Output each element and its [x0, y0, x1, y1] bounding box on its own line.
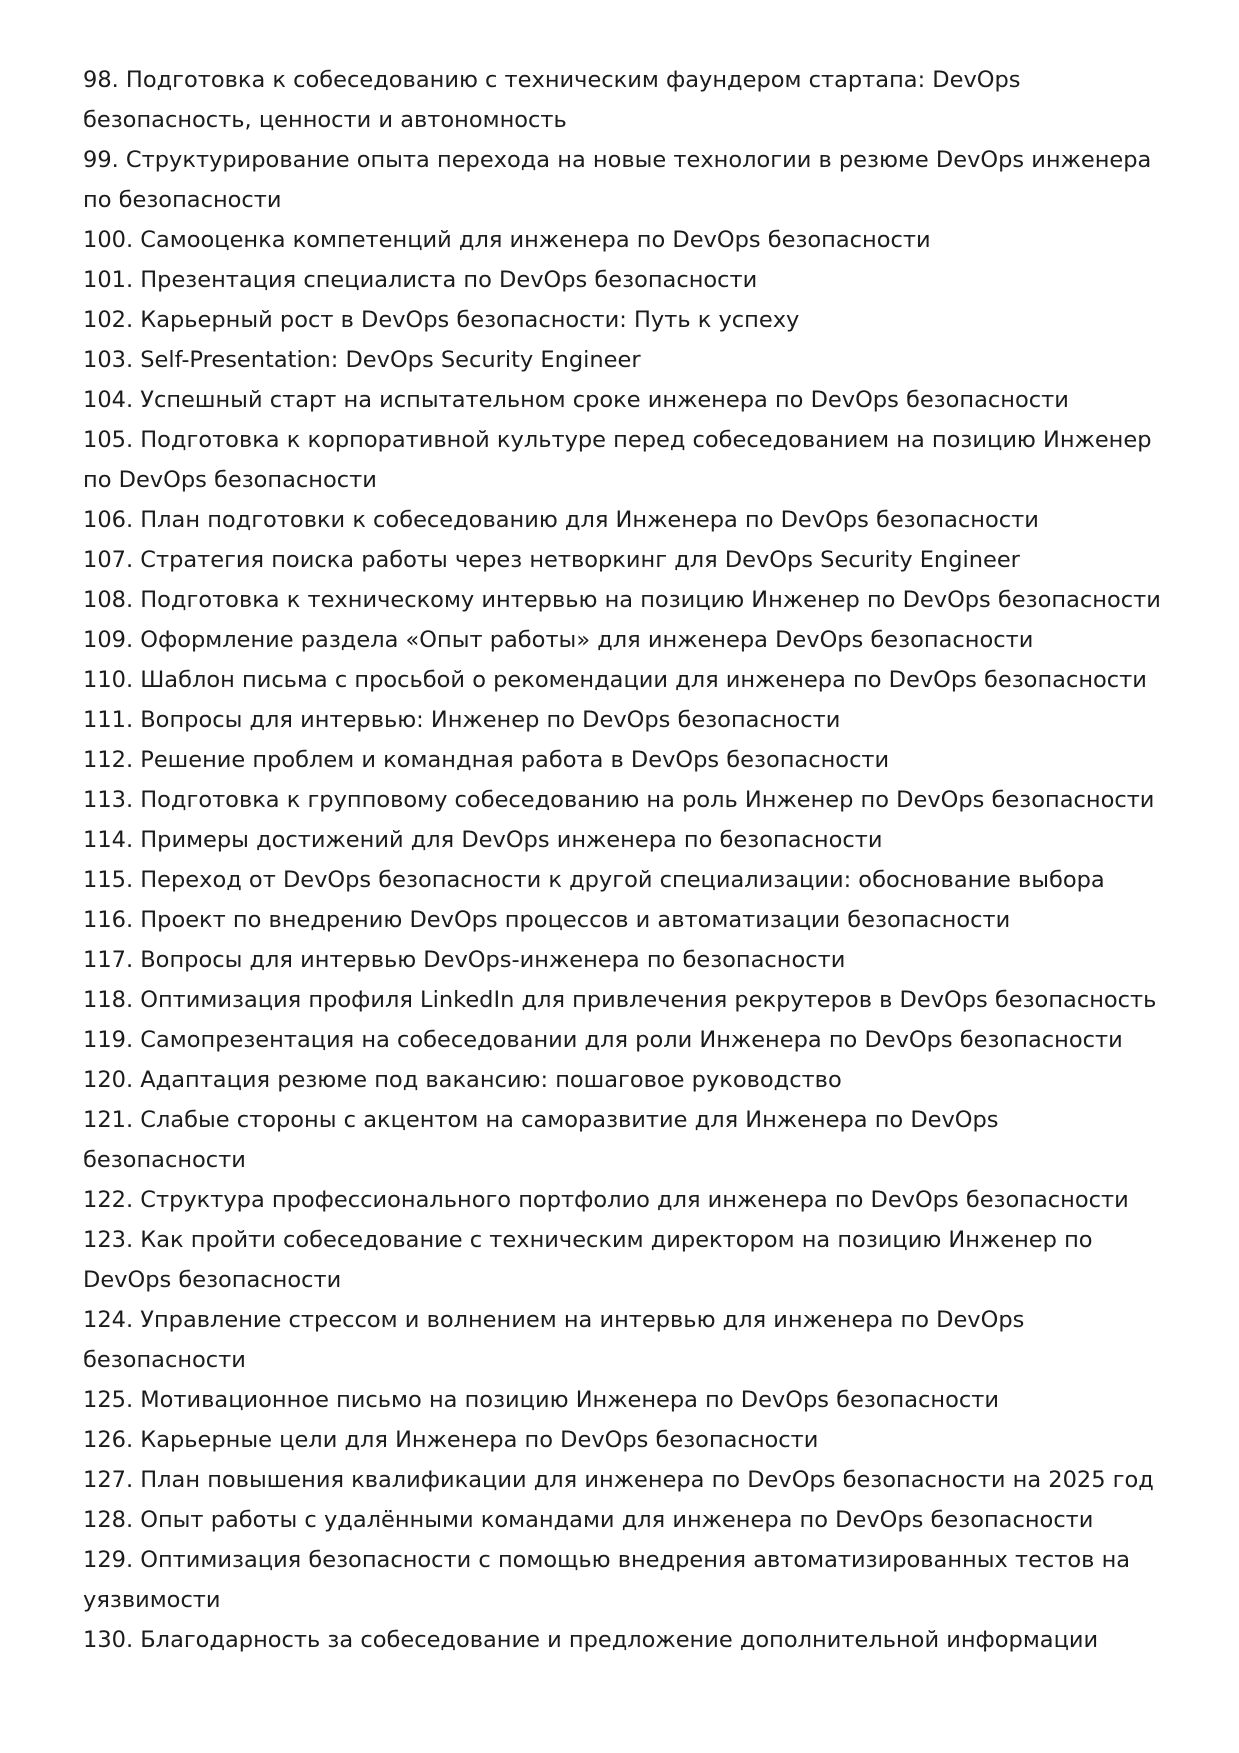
list-item-130: 130. Благодарность за собеседование и предложение дополнительной информации: [83, 1627, 1099, 1653]
list-item-103: 103. Self-Presentation: DevOps Security Engineer: [83, 347, 641, 373]
list-item-125: 125. Мотивационное письмо на позицию Инженера по DevOps безопасности: [83, 1387, 999, 1413]
list-item-106: 106. План подготовки к собеседованию для Инженера по DevOps безопасности: [83, 507, 1039, 533]
list-item-101: 101. Презентация специалиста по DevOps безопасности: [83, 267, 758, 293]
document-page: [83, 60, 1168, 1660]
list-item-104: 104. Успешный старт на испытательном сроке инженера по DevOps безопасности: [83, 387, 1069, 413]
list-item-110: 110. Шаблон письма с просьбой о рекомендации для инженера по DevOps безопасности: [83, 667, 1147, 693]
list-item-117: 117. Вопросы для интервью DevOps-инженера по безопасности: [83, 947, 846, 973]
list-item-112: 112. Решение проблем и командная работа в DevOps безопасности: [83, 747, 890, 773]
list-item-107: 107. Стратегия поиска работы через нетворкинг для DevOps Security Engineer: [83, 547, 1020, 573]
list-item-127: 127. План повышения квалификации для инженера по DevOps безопасности на 2025 год: [83, 1467, 1154, 1493]
list-item-118: 118. Оптимизация профиля LinkedIn для привлечения рекрутеров в DevOps безопасность: [83, 987, 1157, 1013]
list-item-119: 119. Самопрезентация на собеседовании для роли Инженера по DevOps безопасности: [83, 1027, 1123, 1053]
list-item-109: 109. Оформление раздела «Опыт работы» для инженера DevOps безопасности: [83, 627, 1034, 653]
list-item-121: 121. Слабые стороны с акцентом на саморазвитие для Инженера по DevOps безопасности: [83, 1107, 999, 1173]
list-item-102: 102. Карьерный рост в DevOps безопасности: Путь к успеху: [83, 307, 800, 333]
list-item-123: 123. Как пройти собеседование с техническим директором на позицию Инженер по DevOps безопасности: [83, 1227, 1093, 1293]
list-item-129: 129. Оптимизация безопасности с помощью внедрения автоматизированных тестов на уязвимости: [83, 1547, 1131, 1613]
list-item-116: 116. Проект по внедрению DevOps процессов и автоматизации безопасности: [83, 907, 1011, 933]
list-item-115: 115. Переход от DevOps безопасности к другой специализации: обоснование выбора: [83, 867, 1105, 893]
list-item-126: 126. Карьерные цели для Инженера по DevOps безопасности: [83, 1427, 819, 1453]
list-item-120: 120. Адаптация резюме под вакансию: пошаговое руководство: [83, 1067, 842, 1093]
list-item-122: 122. Структура профессионального портфолио для инженера по DevOps безопасности: [83, 1187, 1129, 1213]
list-item-108: 108. Подготовка к техническому интервью на позицию Инженер по DevOps безопасности: [83, 587, 1161, 613]
list-item-113: 113. Подготовка к групповому собеседованию на роль Инженер по DevOps безопасности: [83, 787, 1155, 813]
list-item-100: 100. Самооценка компетенций для инженера по DevOps безопасности: [83, 227, 931, 253]
list-item-128: 128. Опыт работы с удалёнными командами для инженера по DevOps безопасности: [83, 1507, 1094, 1533]
list-item-105: 105. Подготовка к корпоративной культуре перед собеседованием на позицию Инженер по DevOps безопасности: [83, 427, 1152, 493]
list-item-114: 114. Примеры достижений для DevOps инженера по безопасности: [83, 827, 883, 853]
list-item-99: 99. Структурирование опыта перехода на новые технологии в резюме DevOps инженера по безопасности: [83, 147, 1152, 213]
list-item-124: 124. Управление стрессом и волнением на интервью для инженера по DevOps безопасности: [83, 1307, 1025, 1373]
list-item-111: 111. Вопросы для интервью: Инженер по DevOps безопасности: [83, 707, 841, 733]
list-item-98: 98. Подготовка к собеседованию с техническим фаундером стартапа: DevOps безопасность, ценности и автономность: [83, 67, 1021, 133]
